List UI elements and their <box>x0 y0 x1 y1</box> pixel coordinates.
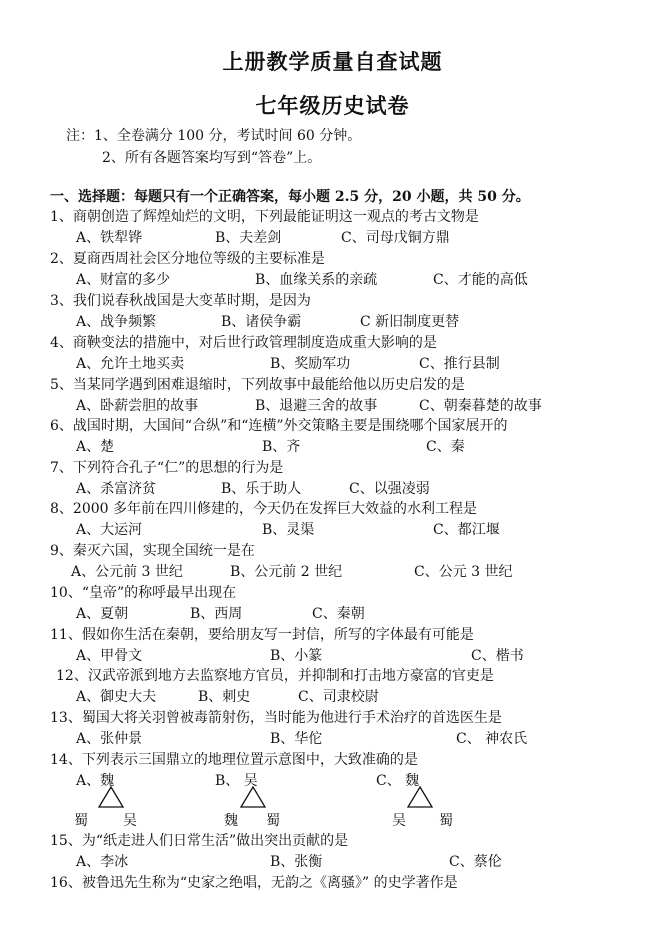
q7-option-a: A、杀富济贫 <box>76 481 157 497</box>
q7-option-c: C、以强凌弱 <box>349 481 430 497</box>
q15-option-b: B、张衡 <box>270 854 323 870</box>
q10-option-b: B、西周 <box>190 606 243 622</box>
question-13: 13、蜀国大将关羽曾被毒箭射伤，当时能为他进行手术治疗的首选医生是 <box>50 710 502 726</box>
q11-option-a: A、甲骨文 <box>76 648 143 664</box>
q4-option-a: A、允许土地买卖 <box>76 356 185 372</box>
triangle-c-icon <box>407 786 433 808</box>
q15-option-c: C、蔡伦 <box>449 854 502 870</box>
q1-option-c: C、司母戊铜方鼎 <box>341 230 450 246</box>
q7-option-b: B、乐于助人 <box>221 481 302 497</box>
q11-option-b: B、小篆 <box>270 648 323 664</box>
q4-option-b: B、奖励军功 <box>270 356 351 372</box>
q10-option-a: A、夏朝 <box>76 606 129 622</box>
question-16: 16、被鲁迅先生称为“史家之绝唱，无韵之《离骚》” 的史学著作是 <box>50 875 458 891</box>
question-3: 3、我们说春秋战国是大变革时期，是因为 <box>50 293 311 309</box>
q12-option-b: B、刺史 <box>198 689 251 705</box>
q5-option-b: B、退避三舍的故事 <box>255 398 378 414</box>
question-6: 6、战国时期，大国间“合纵”和“连横”外交策略主要是围绕哪个国家展开的 <box>50 418 508 434</box>
question-1: 1、商朝创造了辉煌灿烂的文明，下列最能证明这一观点的考古文物是 <box>50 209 479 225</box>
q10-option-c: C、秦朝 <box>312 606 365 622</box>
note-2: 2、所有各题答案均写到“答卷”上。 <box>102 150 322 166</box>
question-15: 15、为“纸走进人们日常生活”做出突出贡献的是 <box>50 833 349 849</box>
q14-option-c: C、 魏 <box>376 773 420 789</box>
question-11: 11、假如你生活在秦朝，要给朋友写一封信，所写的字体最有可能是 <box>50 627 474 643</box>
question-7: 7、下列符合孔子“仁”的思想的行为是 <box>50 460 284 476</box>
q12-option-c: C、司隶校尉 <box>298 689 379 705</box>
q6-option-a: A、楚 <box>76 439 115 455</box>
diagram-c-left-label: 吴 <box>392 813 406 829</box>
q1-option-b: B、夫差剑 <box>215 230 282 246</box>
q11-option-c: C、楷书 <box>471 648 524 664</box>
diagram-a-right-label: 吴 <box>123 813 137 829</box>
diagram-b-right-label: 蜀 <box>266 813 280 829</box>
q3-option-c: C 新旧制度更替 <box>360 314 460 330</box>
question-12: 12、汉武帝派到地方去监察地方官员，并抑制和打击地方豪富的官吏是 <box>56 668 494 684</box>
q9-option-c: C、公元 3 世纪 <box>414 564 513 580</box>
question-4: 4、商鞅变法的措施中，对后世行政管理制度造成重大影响的是 <box>50 335 437 351</box>
q13-option-a: A、张仲景 <box>76 731 143 747</box>
exam-subtitle: 七年级历史试卷 <box>255 93 410 118</box>
triangle-b-icon <box>240 786 266 808</box>
q8-option-b: B、灵渠 <box>262 522 315 538</box>
q13-option-b: B、华佗 <box>270 731 323 747</box>
q2-option-c: C、才能的高低 <box>433 272 528 288</box>
q15-option-a: A、李冰 <box>76 854 129 870</box>
question-10: 10、“皇帝”的称呼最早出现在 <box>50 585 237 601</box>
question-8: 8、2000 多年前在四川修建的，今天仍在发挥巨大效益的水利工程是 <box>50 501 477 517</box>
question-2: 2、夏商西周社会区分地位等级的主要标准是 <box>50 251 325 267</box>
q8-option-c: C、都江堰 <box>433 522 500 538</box>
diagram-a-left-label: 蜀 <box>74 813 88 829</box>
diagram-b-left-label: 魏 <box>224 813 238 829</box>
q3-option-b: B、诸侯争霸 <box>221 314 302 330</box>
note-1: 注：1、全卷满分 100 分，考试时间 60 分钟。 <box>66 128 362 144</box>
q2-option-a: A、财富的多少 <box>76 272 171 288</box>
q6-option-b: B、齐 <box>262 439 301 455</box>
triangle-a-icon <box>98 786 124 808</box>
q12-option-a: A、御史大夫 <box>76 689 157 705</box>
q13-option-c: C、 神农氏 <box>456 731 528 747</box>
q9-option-a: A、公元前 3 世纪 <box>71 564 183 580</box>
q5-option-c: C、朝秦暮楚的故事 <box>419 398 542 414</box>
q8-option-a: A、大运河 <box>76 522 143 538</box>
q1-option-a: A、铁犁铧 <box>76 230 143 246</box>
q4-option-c: C、推行县制 <box>419 356 500 372</box>
question-9: 9、秦灭六国，实现全国统一是在 <box>50 543 255 559</box>
exam-title: 上册教学质量自查试题 <box>222 49 443 74</box>
q5-option-a: A、卧薪尝胆的故事 <box>76 398 199 414</box>
question-14: 14、下列表示三国鼎立的地理位置示意图中，大致准确的是 <box>50 752 418 768</box>
q6-option-c: C、秦 <box>426 439 465 455</box>
q9-option-b: B、公元前 2 世纪 <box>230 564 343 580</box>
q3-option-a: A、战争频繁 <box>76 314 157 330</box>
diagram-c-right-label: 蜀 <box>439 813 453 829</box>
q14-option-a: A、魏 <box>76 773 115 789</box>
question-5: 5、当某同学遇到困难退缩时，下列故事中最能给他以历史启发的是 <box>50 377 465 393</box>
q2-option-b: B、血缘关系的亲疏 <box>255 272 378 288</box>
section-heading: 一、选择题：每题只有一个正确答案，每小题 2.5 分，20 小题，共 50 分。 <box>50 189 530 205</box>
q14-option-b: B、 吴 <box>215 773 258 789</box>
